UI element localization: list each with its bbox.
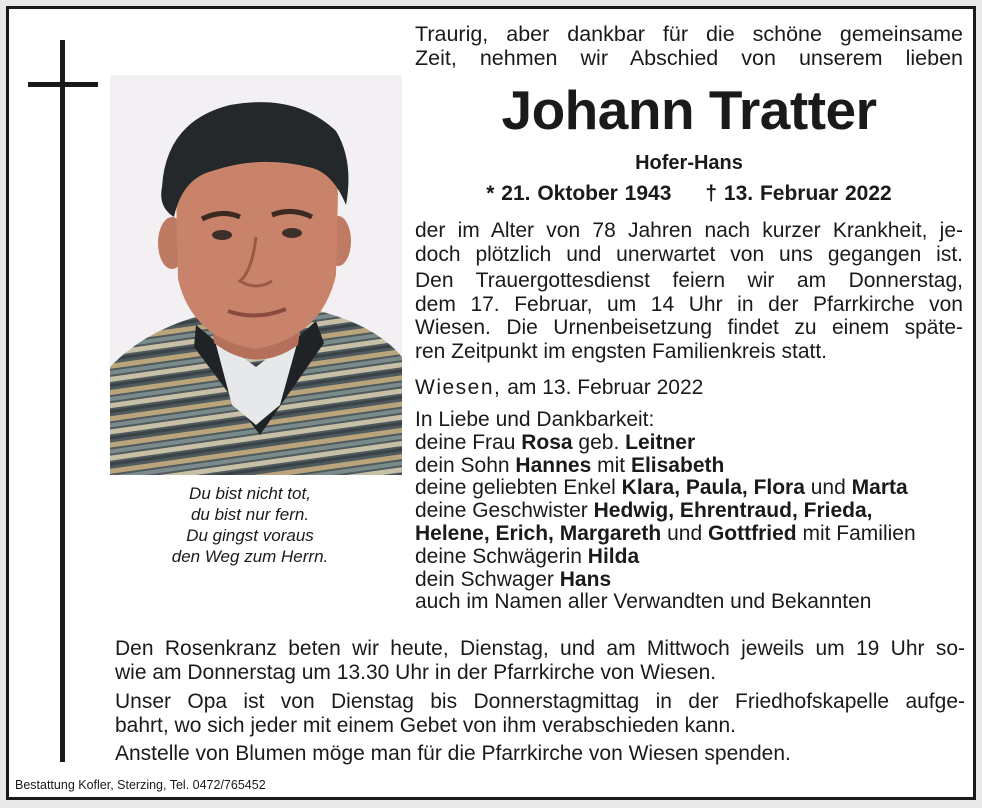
family-wife: deine Frau Rosa geb. Leitner [415,430,696,454]
family-intro: In Liebe und Dankbarkeit: [415,408,655,431]
family-grandchildren: deine geliebten Enkel Klara, Paula, Flora und Marta [415,476,908,500]
memorial-poem [110,483,390,567]
deceased-name: Johann Tratter [501,79,877,141]
family-sister-in-law: deine Schwägerin Hilda [415,544,640,568]
poem-line: Du bist nicht tot, [189,484,311,503]
funeral-service-text [415,269,963,363]
intro-line: Traurig, aber dankbar für die schöne gemeinsame [415,22,963,46]
poem-line: du bist nur fern. [190,505,310,524]
viewing-line: Unser Opa ist von Dienstag bis Donnerstagmittag in der Friedhofskapelle aufge- [115,690,965,713]
notice-date: am 13. Februar 2022 [507,376,704,399]
life-dates [415,181,963,207]
place-date [415,376,963,400]
family-list [415,409,963,614]
death-date: † 13. Februar 2022 [705,182,892,205]
portrait-photo [110,75,402,475]
place: Wiesen, [415,376,502,399]
rosary-line: wie am Donnerstag um 13.30 Uhr in der Pfarrkirche von Wiesen. [115,660,717,684]
obituary-notice [6,6,976,800]
family-siblings: deine Geschwister Hedwig, Ehrentraud, Frieda, [415,499,873,523]
rosary-text [115,637,965,684]
birth-date: * 21. Oktober 1943 [486,182,672,205]
viewing-text [115,690,965,737]
family-siblings-cont: Helene, Erich, Margareth und Gottfried mit Familien [415,521,916,545]
funeral-home-credit: Bestattung Kofler, Sterzing, Tel. 0472/765452 [15,778,266,792]
poem-line: den Weg zum Herrn. [171,547,329,566]
service-line: ren Zeitpunkt im engsten Familienkreis statt. [415,339,828,363]
service-line: Wiesen. Die Urnenbeisetzung findet zu einem späte- [415,316,963,339]
deceased-nickname: Hofer-Hans [635,152,743,174]
intro-text [415,22,963,70]
service-line: Den Trauergottesdienst feiern wir am Donnerstag, [415,269,963,292]
portrait-illustration [110,75,402,475]
cross-icon-bar [28,82,98,87]
passing-line: der im Alter von 78 Jahren nach kurzer Krankheit, je- [415,219,963,242]
family-relatives: auch im Namen aller Verwandten und Bekannten [415,590,872,614]
intro-line: Zeit, nehmen wir Abschied von unserem lieben [415,46,963,70]
cross-icon [60,40,65,762]
family-brother-in-law: dein Schwager Hans [415,567,612,591]
passing-line: doch plötzlich und unerwartet von uns gegangen ist. [415,242,963,266]
family-son: dein Sohn Hannes mit Elisabeth [415,453,725,477]
poem-line: Du gingst voraus [186,526,314,545]
viewing-line: bahrt, wo sich jeder mit einem Gebet von ihm verabschieden kann. [115,713,736,737]
donation-text: Anstelle von Blumen möge man für die Pfarrkirche von Wiesen spenden. [115,742,791,765]
rosary-line: Den Rosenkranz beten wir heute, Dienstag, und am Mittwoch jeweils um 19 Uhr so- [115,637,965,660]
service-line: dem 17. Februar, um 14 Uhr in der Pfarrkirche von [415,292,963,316]
passing-text [415,219,963,266]
